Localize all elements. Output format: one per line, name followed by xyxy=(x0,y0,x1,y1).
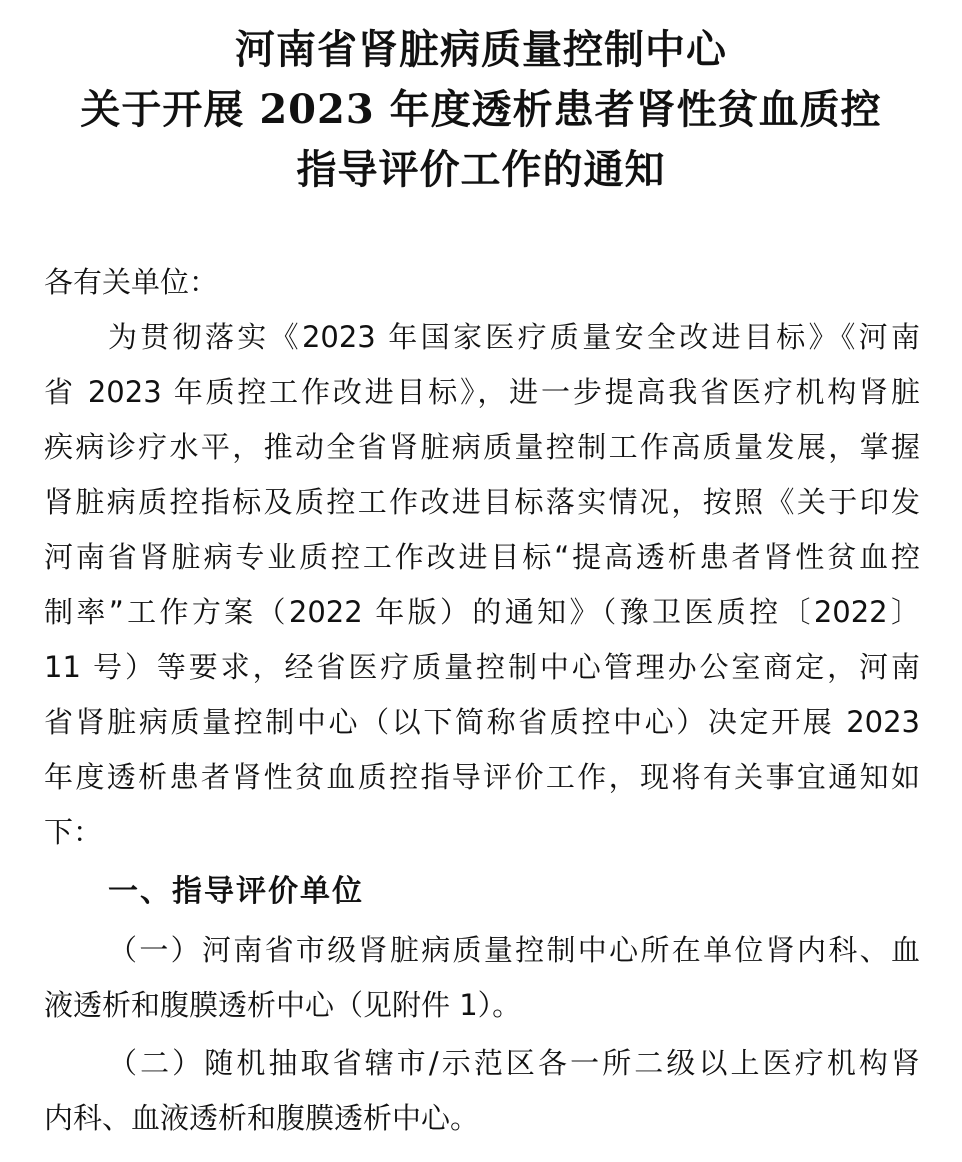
document-title-line-2: 关于开展 2023 年度透析患者肾性贫血质控 xyxy=(80,86,882,133)
section1-item2-line-2: 内科、血液透析和腹膜透析中心。 xyxy=(44,1101,480,1135)
section1-item1-line-1: （一）河南省市级肾脏病质量控制中心所在单位肾内科、血 xyxy=(108,933,920,967)
intro-line-7: 11 号）等要求，经省医疗质量控制中心管理办公室商定，河南 xyxy=(44,650,920,684)
document-title-line-3: 指导评价工作的通知 xyxy=(296,146,666,193)
intro-line-3: 疾病诊疗水平，推动全省肾脏病质量控制工作高质量发展，掌握 xyxy=(44,430,920,464)
intro-line-2: 省 2023 年质控工作改进目标》，进一步提高我省医疗机构肾脏 xyxy=(44,375,920,409)
intro-line-1: 为贯彻落实《2023 年国家医疗质量安全改进目标》《河南 xyxy=(108,320,920,354)
section-heading-1: 一、指导评价单位 xyxy=(108,874,364,909)
intro-line-8: 省肾脏病质量控制中心（以下简称省质控中心）决定开展 2023 xyxy=(44,705,920,739)
intro-line-4: 肾脏病质控指标及质控工作改进目标落实情况，按照《关于印发 xyxy=(44,485,920,519)
document-title-line-1: 河南省肾脏病质量控制中心 xyxy=(235,26,727,73)
intro-line-9: 年度透析患者肾性贫血质控指导评价工作，现将有关事宜通知如 xyxy=(44,760,920,794)
intro-line-10: 下： xyxy=(44,815,103,849)
section1-item1-line-2: 液透析和腹膜透析中心（见附件 1）。 xyxy=(44,988,522,1022)
intro-line-5: 河南省肾脏病专业质控工作改进目标“提高透析患者肾性贫血控 xyxy=(44,540,920,574)
intro-line-6: 制率”工作方案（2022 年版）的通知》（豫卫医质控〔2022〕 xyxy=(44,595,920,629)
salutation: 各有关单位： xyxy=(44,265,219,299)
section1-item2-line-1: （二）随机抽取省辖市/示范区各一所二级以上医疗机构肾 xyxy=(108,1046,920,1080)
